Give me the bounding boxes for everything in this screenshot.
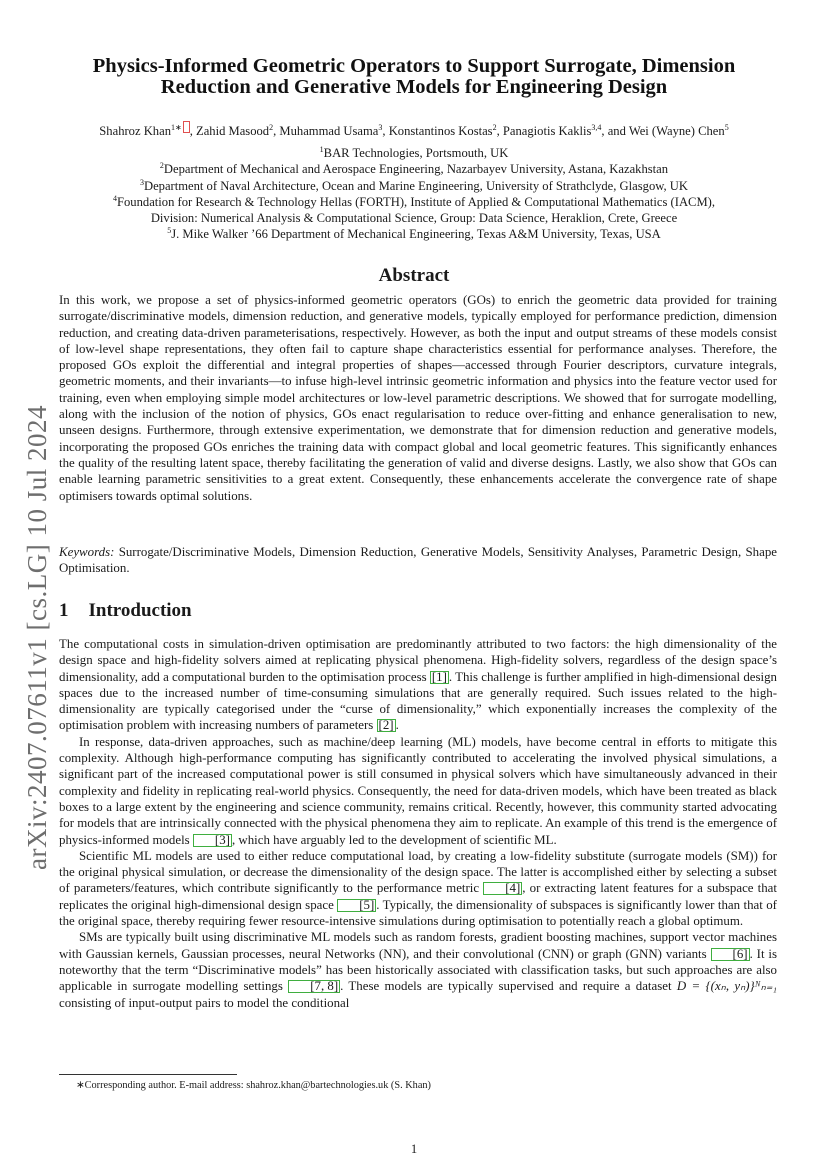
author-name: Muhammad Usama bbox=[279, 124, 379, 138]
affiliation-text: J. Mike Walker ’66 Department of Mechanical Engineering, Texas A&M University, Texas, USA bbox=[171, 227, 661, 242]
affiliation-mark: 2 bbox=[159, 161, 164, 171]
author-name: Konstantinos Kostas bbox=[388, 124, 493, 138]
citation-link[interactable]: [4] bbox=[483, 882, 522, 895]
citation-link[interactable]: [3] bbox=[193, 834, 232, 847]
paragraph-text: consisting of input-output pairs to model the conditional bbox=[59, 995, 350, 1010]
keywords-text: Surrogate/Discriminative Models, Dimension Reduction, Generative Models, Sensitivity Analyses, Parametric Design, Shape Optimisation. bbox=[59, 545, 777, 576]
paragraph-text: In response, data-driven approaches, such as machine/deep learning (ML) models, have become central in efforts to mitigate this complexity. Although high-performance computing has significantly contributed to accelerating the involved physical simulations, a significant part of the increased computational power is still consumed in physical solvers which have simultaneously advanced in their complexity and fidelity in replicating real-world physics. Consequently, the need for data-driven models, which have been treated as black boxes to a large extent by the engineering and science community, remains critical. Recently, however, this community started advocating for models that are intrinsically connected with the physical phenomena they aim to replicate. An example of this trend is the emergence of physics-informed models bbox=[59, 734, 777, 847]
affiliation-mark: 3 bbox=[139, 177, 144, 187]
author-name: Wei (Wayne) Chen bbox=[628, 124, 725, 138]
paragraph bbox=[59, 848, 777, 929]
affiliation-mark: 5 bbox=[167, 226, 172, 236]
footnote-link-box[interactable] bbox=[183, 121, 190, 133]
paragraph-text: SMs are typically built using discriminative ML models such as random forests, gradient boosting machines, support vector machines with Gaussian kernels, Gaussian processes, neural Networks (NN), and their convolutional (CNN) or graph (GNN) variants bbox=[59, 930, 777, 961]
author-name: Panagiotis Kaklis bbox=[502, 124, 592, 138]
keywords bbox=[59, 544, 777, 577]
author-list: Shahroz Khan$^{1∗}$ , Zahid Masood$^2$, Muhammad Usama$^3$, Konstantinos Kostas$^2$, Panagiotis Kaklis$^{3,4}$, and Wei (Wayne) Chen$^5$ bbox=[99, 122, 729, 138]
page-number: 1 bbox=[410, 1142, 418, 1156]
paragraph bbox=[59, 929, 777, 1010]
section-heading bbox=[59, 600, 192, 622]
inline-math: D = {(xₙ, yₙ)}ᴺₙ₌₁ bbox=[676, 979, 777, 994]
affiliation-list bbox=[40, 145, 788, 243]
author-affil-mark: 3,4 bbox=[591, 122, 602, 132]
author-affil-mark: 1∗ bbox=[171, 122, 182, 132]
paragraph-text: . It is noteworthy that the term “Discriminative models” has been historically associated with classification tasks, but such approaches are also applicable in surrogate modelling settings bbox=[59, 946, 777, 994]
footnote: ∗Corresponding author. E-mail address: shahroz.khan@bartechnologies.uk (S. Khan) bbox=[76, 1080, 431, 1091]
affiliation bbox=[40, 161, 788, 177]
affiliation bbox=[40, 210, 788, 226]
paragraph-text: The computational costs in simulation-driven optimisation are predominantly attributed to two factors: the high dimensionality of the design space and high-fidelity solvers aimed at replicating physical phenomena. High-fidelity solvers, regardless of the design space’s dimensionality, add a computational burden to the optimisation process bbox=[59, 637, 777, 684]
affiliation-text: Department of Mechanical and Aerospace Engineering, Nazarbayev University, Astana, Kazakhstan bbox=[163, 162, 669, 177]
author-affil-mark: 2 bbox=[269, 122, 274, 132]
paragraph bbox=[59, 636, 777, 734]
keywords-label: Keywords: bbox=[59, 545, 115, 559]
paragraph-text: . This challenge is further amplified in high-dimensional design spaces due to the increased number of time-consuming simulations that are generally required. Such issues related to the high-dimensionality are typically categorised under the “curse of dimensionality,” which exponentially increases the complexity of the optimisation problem with increasing numbers of parameters bbox=[59, 669, 777, 733]
section-title: Introduction bbox=[88, 600, 192, 621]
arxiv-stamp-text: arXiv:2407.07611v1 [cs.LG] 10 Jul 2024 bbox=[22, 405, 52, 870]
affiliation-text: Foundation for Research & Technology Hellas (FORTH), Institute of Applied & Computational Mathematics (IACM), bbox=[117, 194, 715, 209]
affiliation bbox=[40, 226, 788, 242]
abstract-text: In this work, we propose a set of physics-informed geometric operators (GOs) to enrich the geometric data provided for training surrogate/discriminative models, dimension reduction, and generative models, typically employed for performance prediction, dimension reduction, and creating data-driven parameterisations, respectively. However, as both the input and output streams of these models consist of low-level shape representations, they often fail to capture shape characteristics essential for performance analyses. Therefore, the proposed GOs exploit the differential and integral properties of shapes—accessed through Fourier descriptors, curvature integrals, geometric moments, and their invariants—to infuse high-level intrinsic geometric information and physics into the feature vector used for training, even when employing simple model architectures or low-level parametric descriptions. We showed that for surrogate modelling, along with the inclusion of the notion of physics, GOs enact regularisation to reduce over-fitting and enhance generalisation to new, unseen designs. Furthermore, through extensive experimentation, we demonstrate that for dimension reduction and generative models, incorporating the proposed GOs enriches the training data with compact global and local geometric features. This significantly enhances the quality of the resulting latent space, thereby facilitating the generation of valid and diverse designs. Lastly, we also show that GOs can enable learning parametric sensitivities to a great extent. Consequently, these enhancements accelerate the convergence rate of shape optimisers towards optimal solutions. bbox=[59, 293, 777, 503]
author-name: Zahid Masood bbox=[196, 124, 270, 138]
paper-title: Physics-Informed Geometric Operators to Support Surrogate, Dimension Reduction and Generative Models for Engineering Design bbox=[92, 55, 736, 98]
citation-link[interactable]: [5] bbox=[337, 899, 376, 912]
affiliation-text: BAR Technologies, Portsmouth, UK bbox=[323, 146, 509, 160]
author-name: Shahroz Khan bbox=[99, 124, 171, 138]
section-number: 1 bbox=[59, 600, 69, 621]
citation-link[interactable]: [1] bbox=[431, 669, 447, 684]
affiliation-mark: 4 bbox=[113, 193, 117, 203]
affiliation bbox=[40, 145, 788, 161]
author-affil-mark: 2 bbox=[492, 122, 497, 132]
affiliation-text: Division: Numerical Analysis & Computational Science, Group: Data Science, Heraklion, Crete, Greece bbox=[150, 211, 678, 226]
paragraph-text: , which have arguably led to the development of scientific ML. bbox=[231, 832, 557, 847]
paragraph-text: Scientific ML models are used to either reduce computational load, by creating a low-fidelity substitute (surrogate models (SM)) for the original physical simulation, or decrease the dimensionality of the design space. The latter is accomplished either by selecting a subset of parameters/features, which contribute significantly to the performance metric bbox=[59, 848, 777, 896]
author-affil-mark: 5 bbox=[724, 122, 729, 132]
footnote-rule bbox=[59, 1074, 237, 1075]
paragraph-text: . bbox=[395, 718, 399, 733]
affiliation-mark: 1 bbox=[319, 144, 324, 154]
citation-link[interactable]: [2] bbox=[378, 718, 394, 733]
citation-link[interactable]: [6] bbox=[711, 948, 750, 961]
affiliation-text: Department of Naval Architecture, Ocean and Marine Engineering, University of Strathclyde, Glasgow, UK bbox=[143, 178, 689, 193]
paragraph-text: . These models are typically supervised and require a dataset bbox=[340, 979, 677, 994]
abstract-heading: Abstract bbox=[378, 265, 450, 286]
paragraph bbox=[59, 734, 777, 848]
citation-link[interactable]: [7, 8] bbox=[288, 980, 340, 993]
body-text bbox=[59, 636, 777, 1011]
paragraph-text: , or extracting latent features for a subspace that replicates the original high-dimensional design space bbox=[59, 881, 777, 912]
author-affil-mark: 3 bbox=[378, 122, 383, 132]
affiliation bbox=[40, 178, 788, 194]
affiliation bbox=[40, 194, 788, 210]
paragraph-text: . Typically, the dimensionality of subspaces is significantly lower than that of the original space, thereby requiring fewer resource-intensive simulations during optimisation to potentially reach a global optimum. bbox=[59, 897, 777, 929]
